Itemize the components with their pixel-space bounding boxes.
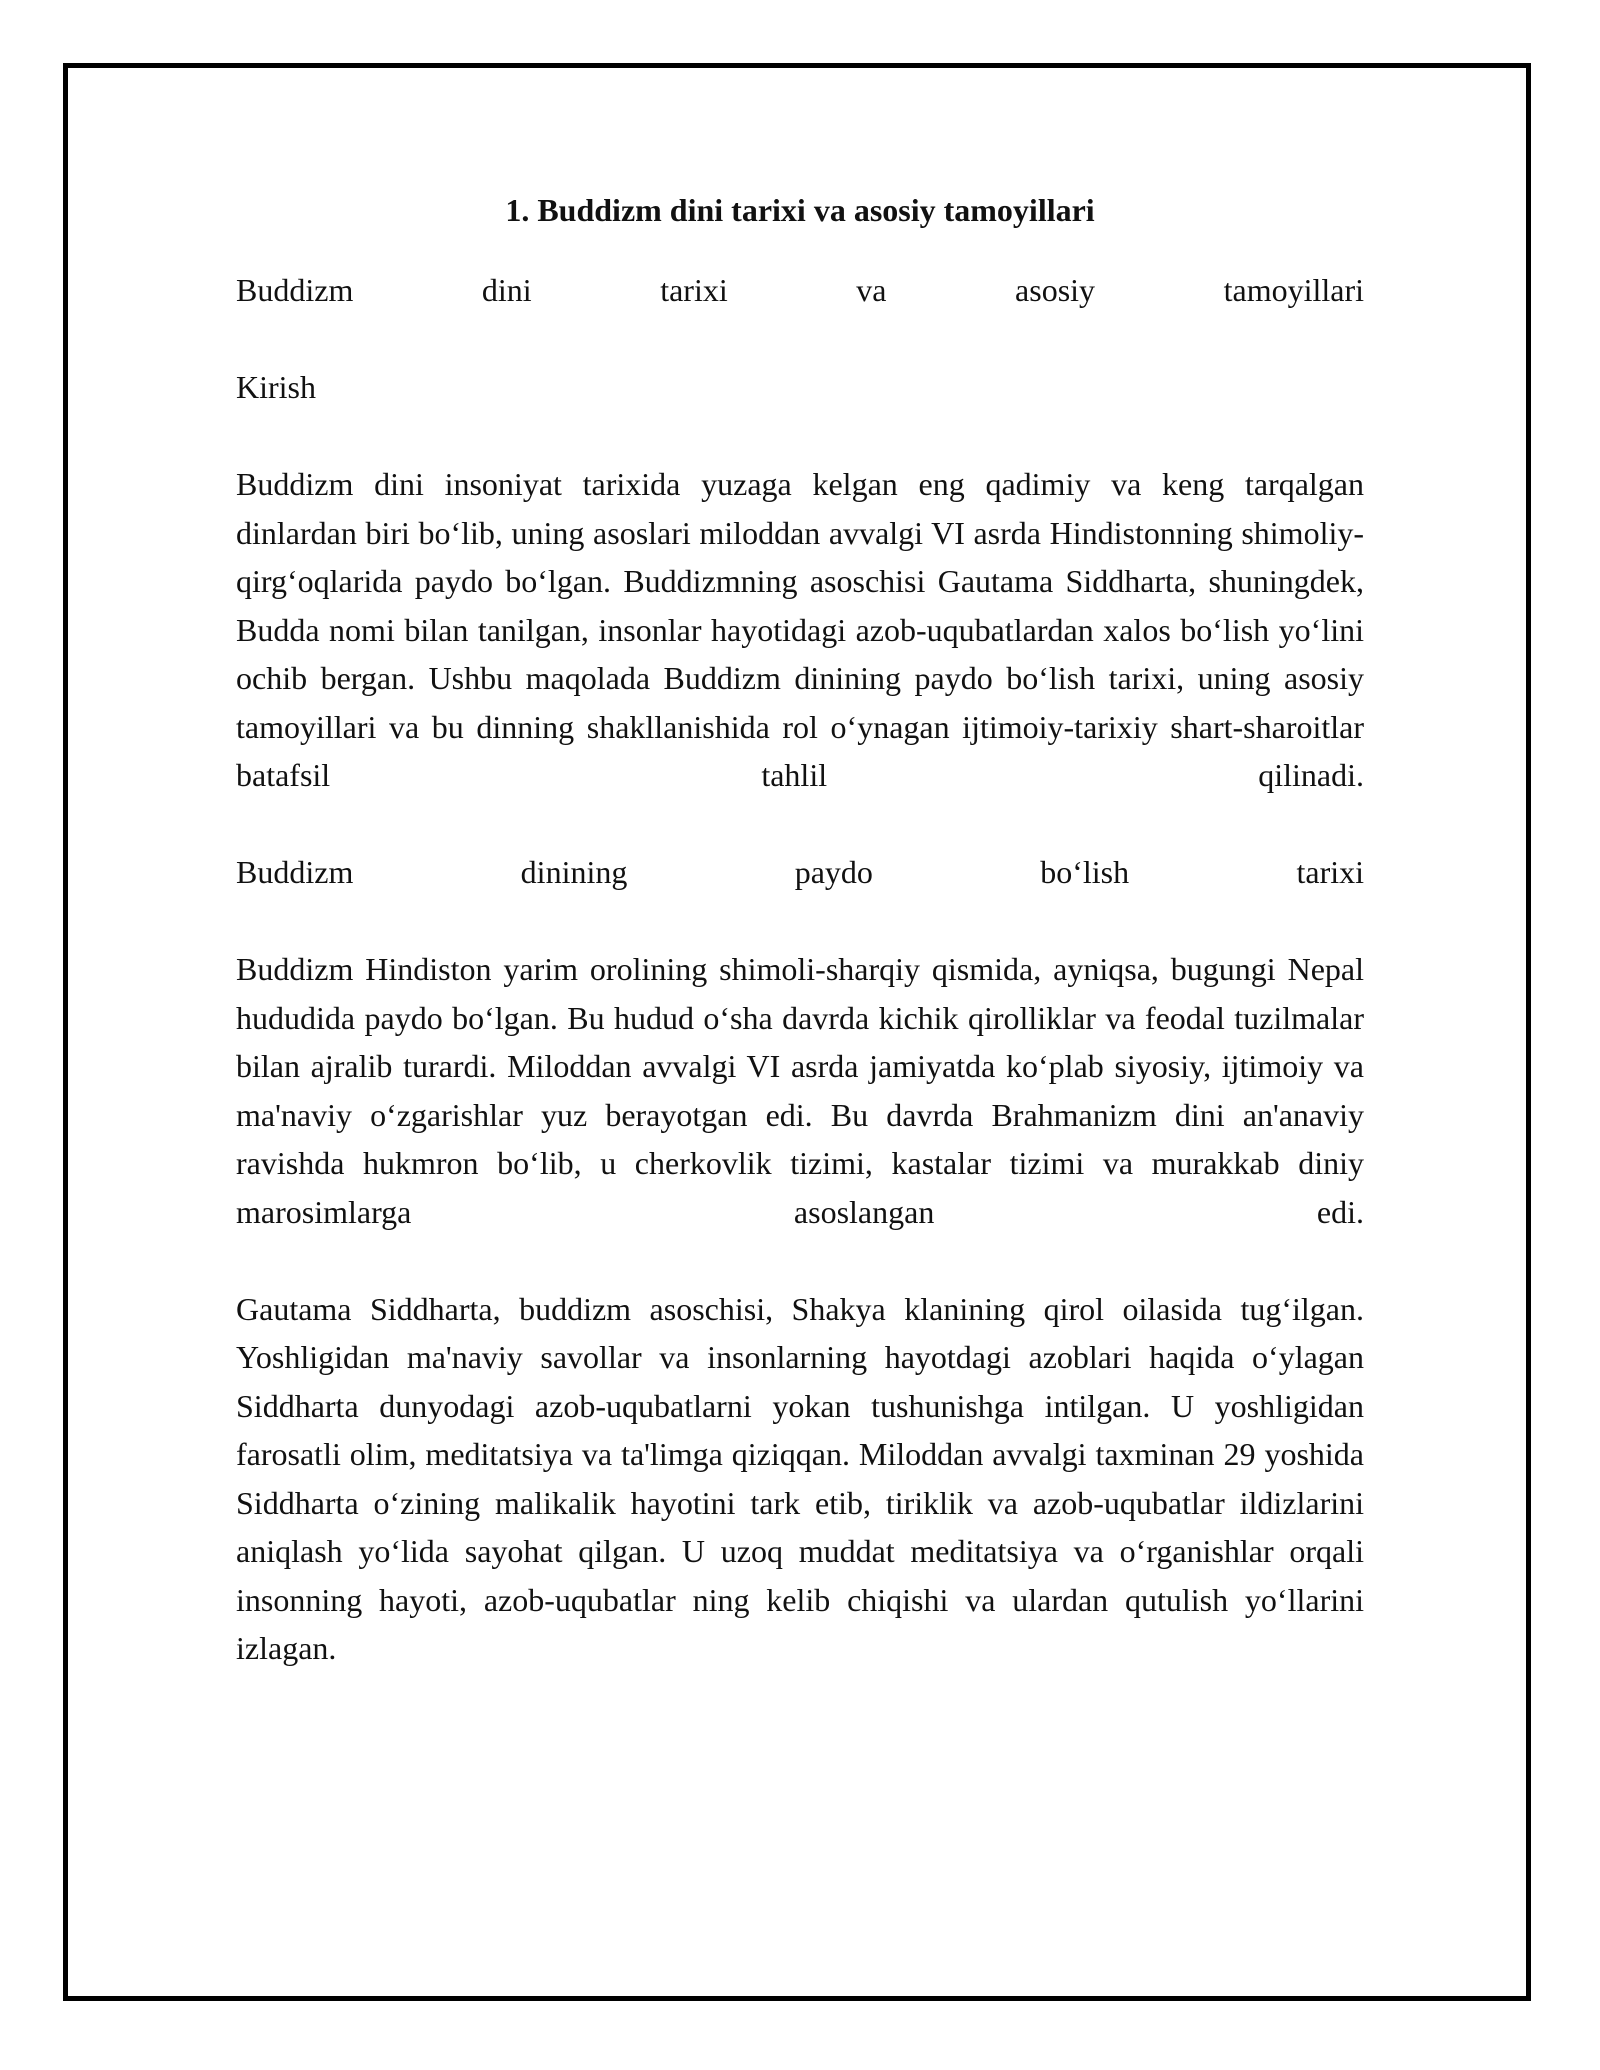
section-heading-history: Buddizm dinining paydo bo‘lish tarixi — [236, 854, 1364, 890]
document-body — [236, 186, 1364, 1721]
history-paragraph: Buddizm Hindiston yarim orolining shimoli-sharqiy qismida, ayniqsa, bugungi Nepal hududida paydo bo‘lgan. Bu hudud o‘sha davrda kichik qirolliklar va feodal tuzilmalar bilan ajralib turardi. Miloddan avvalgi VI asrda jamiyatda ko‘plab siyosiy, ijtimoiy va ma'naviy o‘zgarishlar yuz berayotgan edi. Bu davrda Brahmanizm dini an'anaviy ravishda hukmron bo‘lib, u cherkovlik tizimi, kastalar tizimi va murakkab diniy marosimlarga asoslangan edi. — [236, 951, 1364, 1230]
document-title: 1. Buddizm dini tarixi va asosiy tamoyillari — [505, 192, 1095, 228]
document-subtitle: Buddizm dini tarixi va asosiy tamoyillari — [236, 272, 1364, 308]
intro-paragraph: Buddizm dini insoniyat tarixida yuzaga kelgan eng qadimiy va keng tarqalgan dinlardan biri bo‘lib, uning asoslari miloddan avvalgi VI asrda Hindistonning shimoliy-qirg‘oqlarida paydo bo‘lgan. Buddizmning asoschisi Gautama Siddharta, shuningdek, Budda nomi bilan tanilgan, insonlar hayotidagi azob-uqubatlardan xalos bo‘lish yo‘lini ochib bergan. Ushbu maqolada Buddizm dinining paydo bo‘lish tarixi, uning asosiy tamoyillari va bu dinning shakllanishida rol o‘ynagan ijtimoiy-tarixiy shart-sharoitlar batafsil tahlil qilinadi. — [236, 466, 1364, 793]
section-heading-intro: Kirish — [236, 369, 316, 405]
gautama-paragraph: Gautama Siddharta, buddizm asoschisi, Shakya klanining qirol oilasida tug‘ilgan. Yoshligidan ma'naviy savollar va insonlarning hayotdagi azoblari haqida o‘ylagan Siddharta dunyodagi azob-uqubatlarni yokan tushunishga intilgan. U yoshligidan farosatli olim, meditatsiya va ta'limga qiziqqan. Miloddan avvalgi taxminan 29 yoshida Siddharta o‘zining malikalik hayotini tark etib, tiriklik va azob-uqubatlar ildizlarini aniqlash yo‘lida sayohat qilgan. U uzoq muddat meditatsiya va o‘rganishlar orqali insonning hayoti, azob-uqubatlar ning kelib chiqishi va ulardan qutulish yo‘llarini izlagan. — [236, 1290, 1364, 1666]
